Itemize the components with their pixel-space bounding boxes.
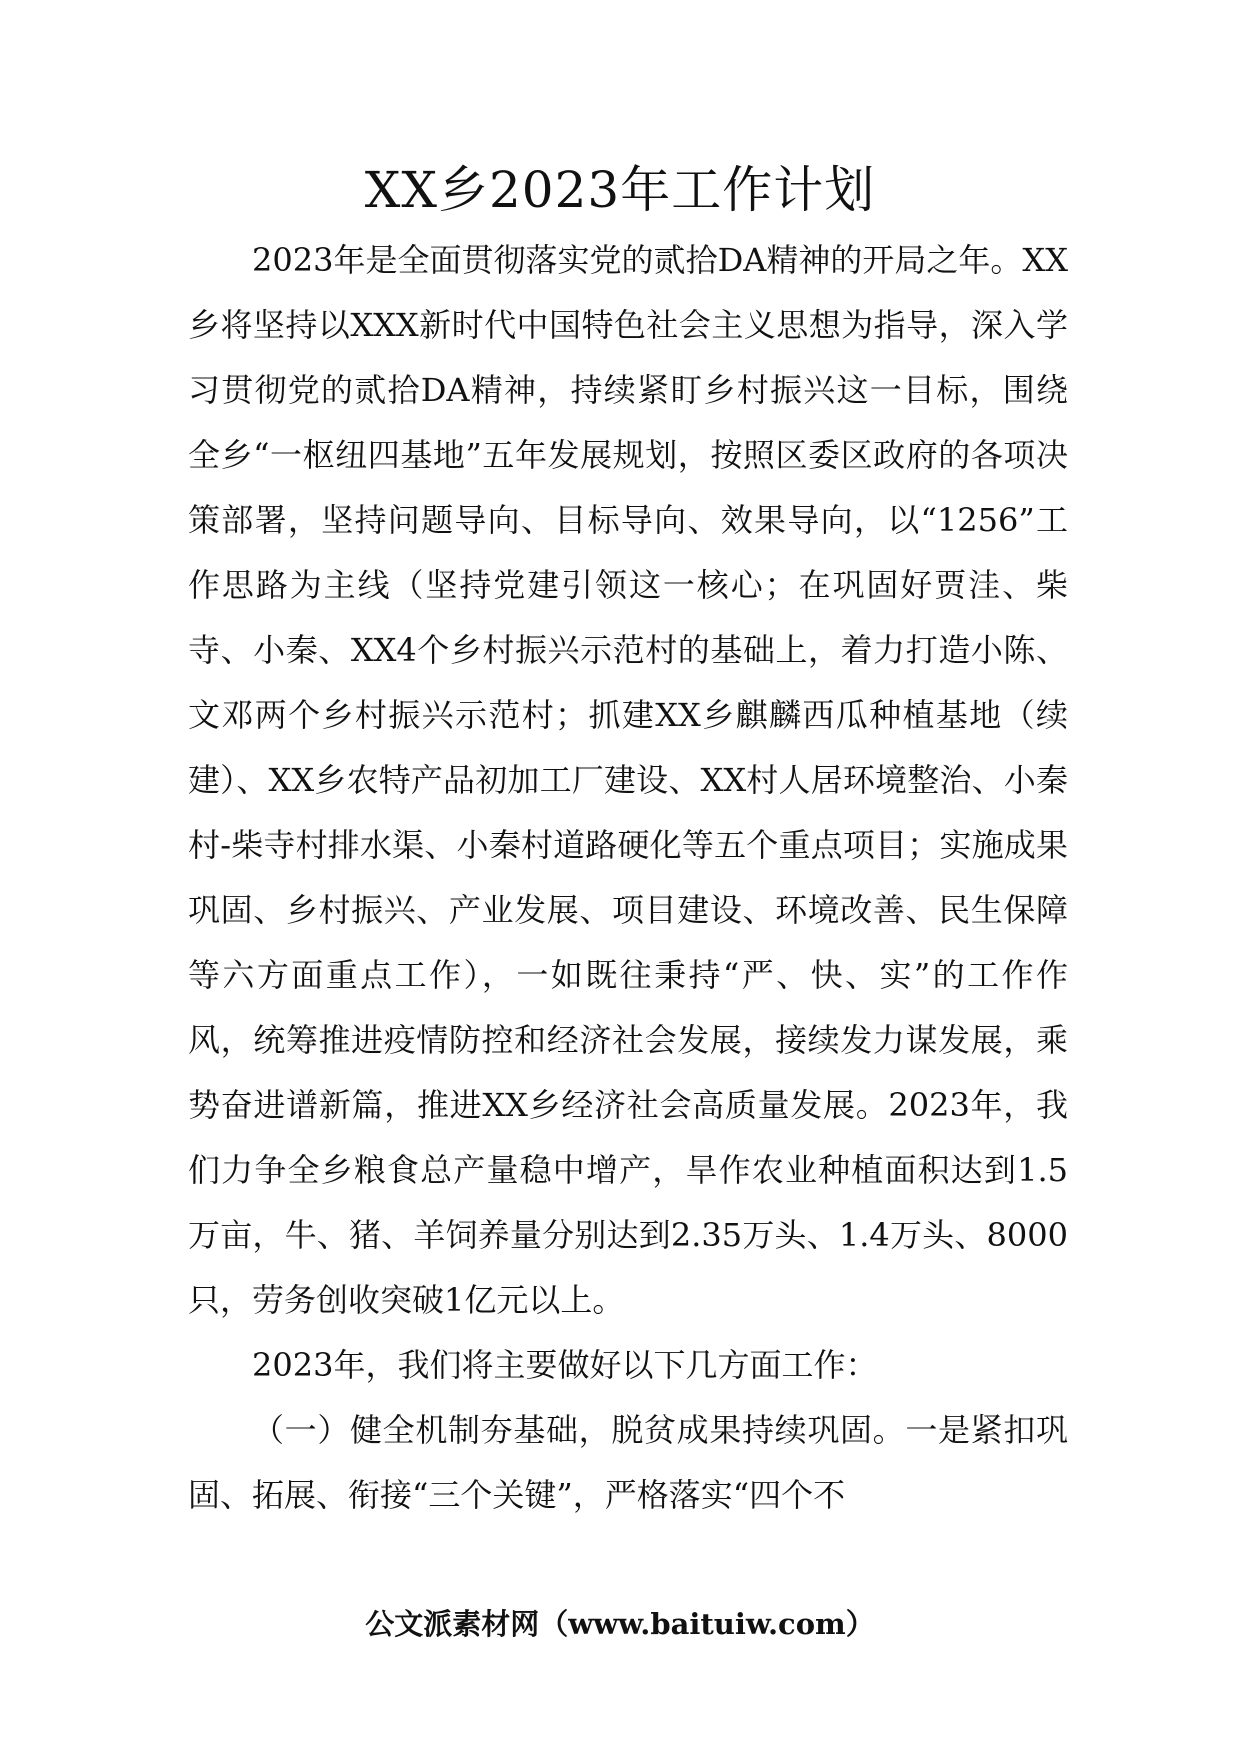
paragraph-work-summary: 2023年，我们将主要做好以下几方面工作： (252, 1346, 878, 1384)
document-body (188, 228, 1068, 1528)
document-title: XX乡2023年工作计划 (364, 161, 876, 219)
footer-watermark: 公文派素材网（www.baituiw.com） (365, 1607, 875, 1641)
paragraph-intro: 2023年是全面贯彻落实党的贰拾DA精神的开局之年。XX乡将坚持以XXX新时代中国特色社会主义思想为指导，深入学习贯彻党的贰拾DA精神，持续紧盯乡村振兴这一目标，围绕全乡“一枢纽四基地”五年发展规划，按照区委区政府的各项决策部署，坚持问题导向、目标导向、效果导向，以“1256”工作思路为主线（坚持党建引领这一核心；在巩固好贾洼、柴寺、小秦、XX4个乡村振兴示范村的基础上，着力打造小陈、文邓两个乡村振兴示范村；抓建XX乡麒麟西瓜种植基地（续建）、XX乡农特产品初加工厂建设、XX村人居环境整治、小秦村-柴寺村排水渠、小秦村道路硬化等五个重点项目；实施成果巩固、乡村振兴、产业发展、项目建设、环境改善、民生保障等六方面重点工作），一如既往秉持“严、快、实”的工作作风，统筹推进疫情防控和经济社会发展，接续发力谋发展，乘势奋进谱新篇，推进XX乡经济社会高质量发展。2023年，我们力争全乡粮食总产量稳中增产，旱作农业种植面积达到1.5万亩，牛、猪、羊饲养量分别达到2.35万头、1.4万头、8000只，劳务创收突破1亿元以上。 (188, 241, 1068, 1319)
paragraph-section-one: （一）健全机制夯基础，脱贫成果持续巩固。一是紧扣巩固、拓展、衔接“三个关键”，严格落实“四个不 (188, 1411, 1068, 1514)
